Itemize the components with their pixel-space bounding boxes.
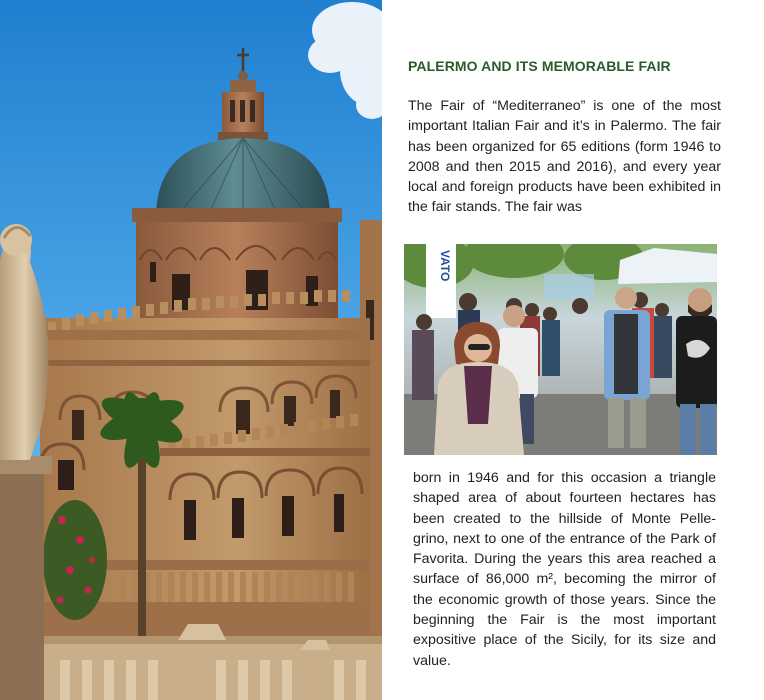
fair-crowd-photo: [404, 244, 717, 455]
article-heading: PALERMO AND ITS MEMORABLE FAIR: [408, 58, 671, 74]
drum-cornice: [132, 208, 342, 222]
article-paragraph-2: born in 1946 and for this occasion a triangle shaped area of about fourteen hectares has been created to the hillside of Monte Pelle-grino, next to one of the entrance of the Park of Favorita. During the years this area reached a surface of 86,000 m², becoming the mirror of the economic growth of those years. Since the beginning the Fair is the most important expositive place of the Sicily, for its size and value.: [413, 470, 716, 669]
flowering-bush: [43, 500, 107, 620]
banner-text: VATO: [438, 250, 452, 282]
article-paragraph-1: The Fair of “Mediterraneo” is one of the most important Italian Fair and it’s in Palermo. The fair has been organized for 65 editions (form 1946 to 2008 and then 2015 and 2016), and every year local and foreign products have been exhibited in the fair stands. The fair was: [408, 98, 721, 216]
fair-crowd-illustration: [404, 244, 717, 455]
